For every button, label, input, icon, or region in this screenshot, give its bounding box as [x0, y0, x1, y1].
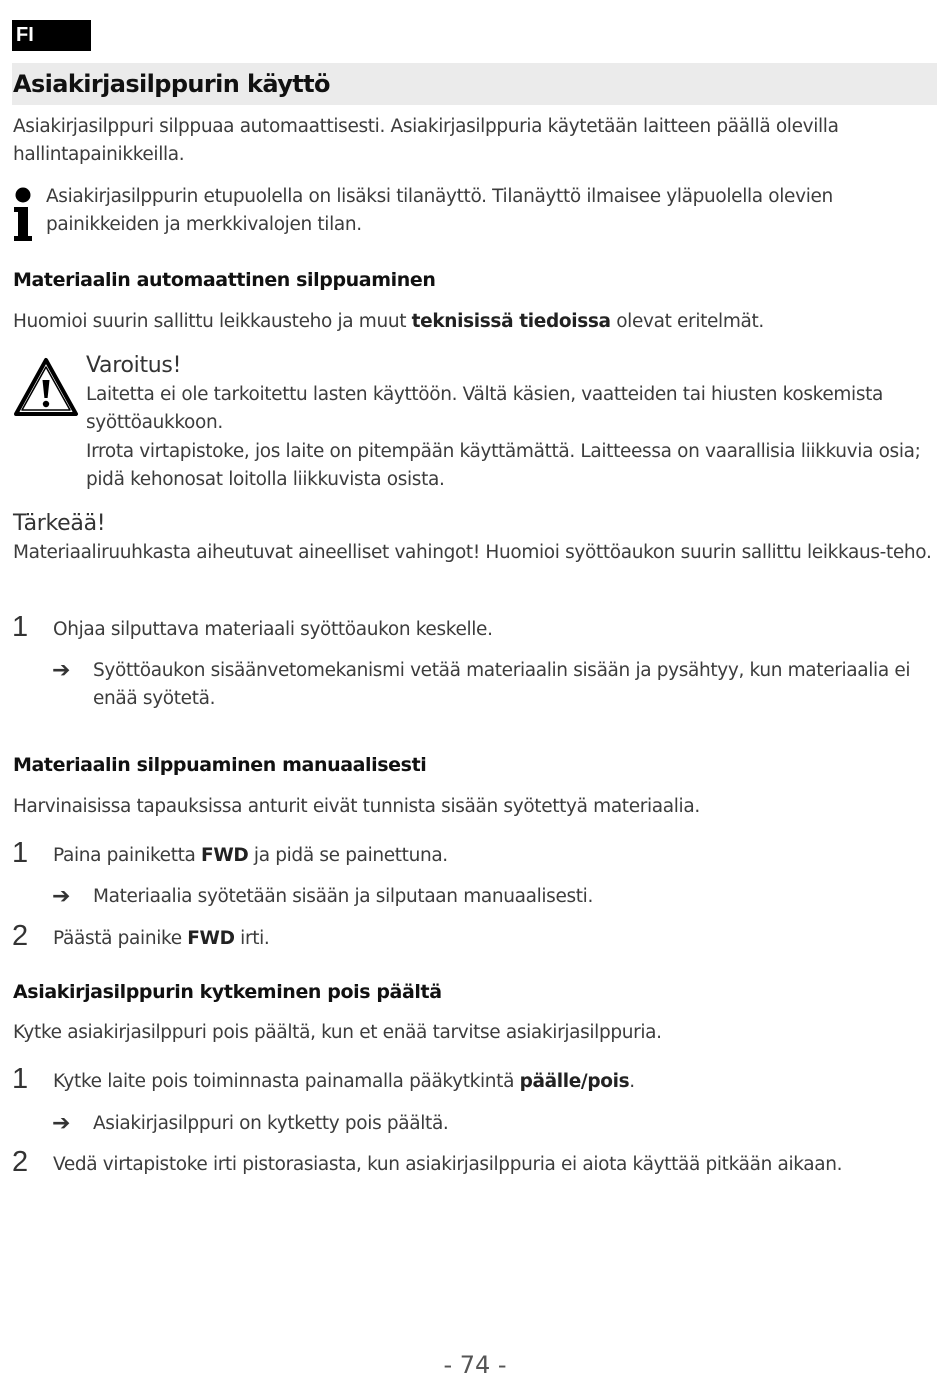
- result-arrow-icon: ➔: [52, 658, 71, 683]
- title-bar: [12, 63, 937, 105]
- page-title: Asiakirjasilppurin käyttö: [13, 70, 330, 98]
- step-number: 1: [12, 1063, 29, 1095]
- warning-triangle-icon: [13, 356, 79, 418]
- important-title: Tärkeää!: [13, 511, 106, 536]
- page-number: - 74 -: [443, 1351, 507, 1379]
- section-manual-text: Harvinaisissa tapauksissa anturit eivät tunnista sisään syötettyä materiaalia.: [13, 796, 700, 817]
- step-text: Paina painiketta FWD ja pidä se painettuna.: [53, 845, 448, 866]
- result-text: Materiaalia syötetään sisään ja silputaan manuaalisesti.: [93, 886, 593, 907]
- language-tag: FI: [12, 20, 91, 51]
- step-text: Päästä painike FWD irti.: [53, 928, 270, 949]
- important-text: Materiaaliruuhkasta aiheutuvat aineelliset vahingot! Huomioi syöttöaukon suurin sallittu leikkaus-teho.: [13, 542, 932, 563]
- section-off-text: Kytke asiakirjasilppuri pois päältä, kun et enää tarvitse asiakirjasilppuria.: [13, 1022, 662, 1043]
- step-number: 2: [12, 1146, 29, 1178]
- section-heading-off: Asiakirjasilppurin kytkeminen pois päältä: [13, 981, 442, 1003]
- step-number: 1: [12, 837, 29, 869]
- section-auto-text: Huomioi suurin sallittu leikkausteho ja muut teknisissä tiedoissa olevat eritelmät.: [13, 311, 764, 332]
- warning-title: Varoitus!: [86, 353, 182, 378]
- info-icon: [13, 186, 33, 242]
- section-heading-auto: Materiaalin automaattinen silppuaminen: [13, 269, 436, 291]
- info-note: Asiakirjasilppurin etupuolella on lisäksi tilanäyttö. Tilanäyttö ilmaisee yläpuolella olevien painikkeiden ja merkkivalojen tilan.: [46, 186, 833, 235]
- warning-text-2: Irrota virtapistoke, jos laite on pitempään käyttämättä. Laitteessa on vaarallisia liikkuvia osia; pidä kehonosat loitolla liikkuvista osista.: [86, 441, 921, 490]
- warning-text-1: Laitetta ei ole tarkoitettu lasten käyttöön. Vältä käsien, vaatteiden tai hiusten koskemista syöttöaukkoon.: [86, 384, 884, 433]
- step-text: Kytke laite pois toiminnasta painamalla pääkytkintä päälle/pois.: [53, 1071, 635, 1092]
- result-arrow-icon: ➔: [52, 1111, 71, 1136]
- step-number: 2: [12, 920, 29, 952]
- intro-text: Asiakirjasilppuri silppuaa automaattisesti. Asiakirjasilppuria käytetään laitteen päällä olevilla hallintapainikkeilla.: [13, 116, 839, 165]
- step-text: Ohjaa silputtava materiaali syöttöaukon keskelle.: [53, 619, 493, 640]
- step-text: Vedä virtapistoke irti pistorasiasta, kun asiakirjasilppuria ei aiota käyttää pitkään aikaan.: [53, 1154, 843, 1175]
- result-text: Asiakirjasilppuri on kytketty pois päältä.: [93, 1113, 449, 1134]
- result-arrow-icon: ➔: [52, 884, 71, 909]
- step-number: 1: [12, 611, 29, 643]
- result-text: Syöttöaukon sisäänvetomekanismi vetää materiaalin sisään ja pysähtyy, kun materiaalia ei enää syötetä.: [93, 660, 911, 709]
- section-heading-manual: Materiaalin silppuaminen manuaalisesti: [13, 754, 427, 776]
